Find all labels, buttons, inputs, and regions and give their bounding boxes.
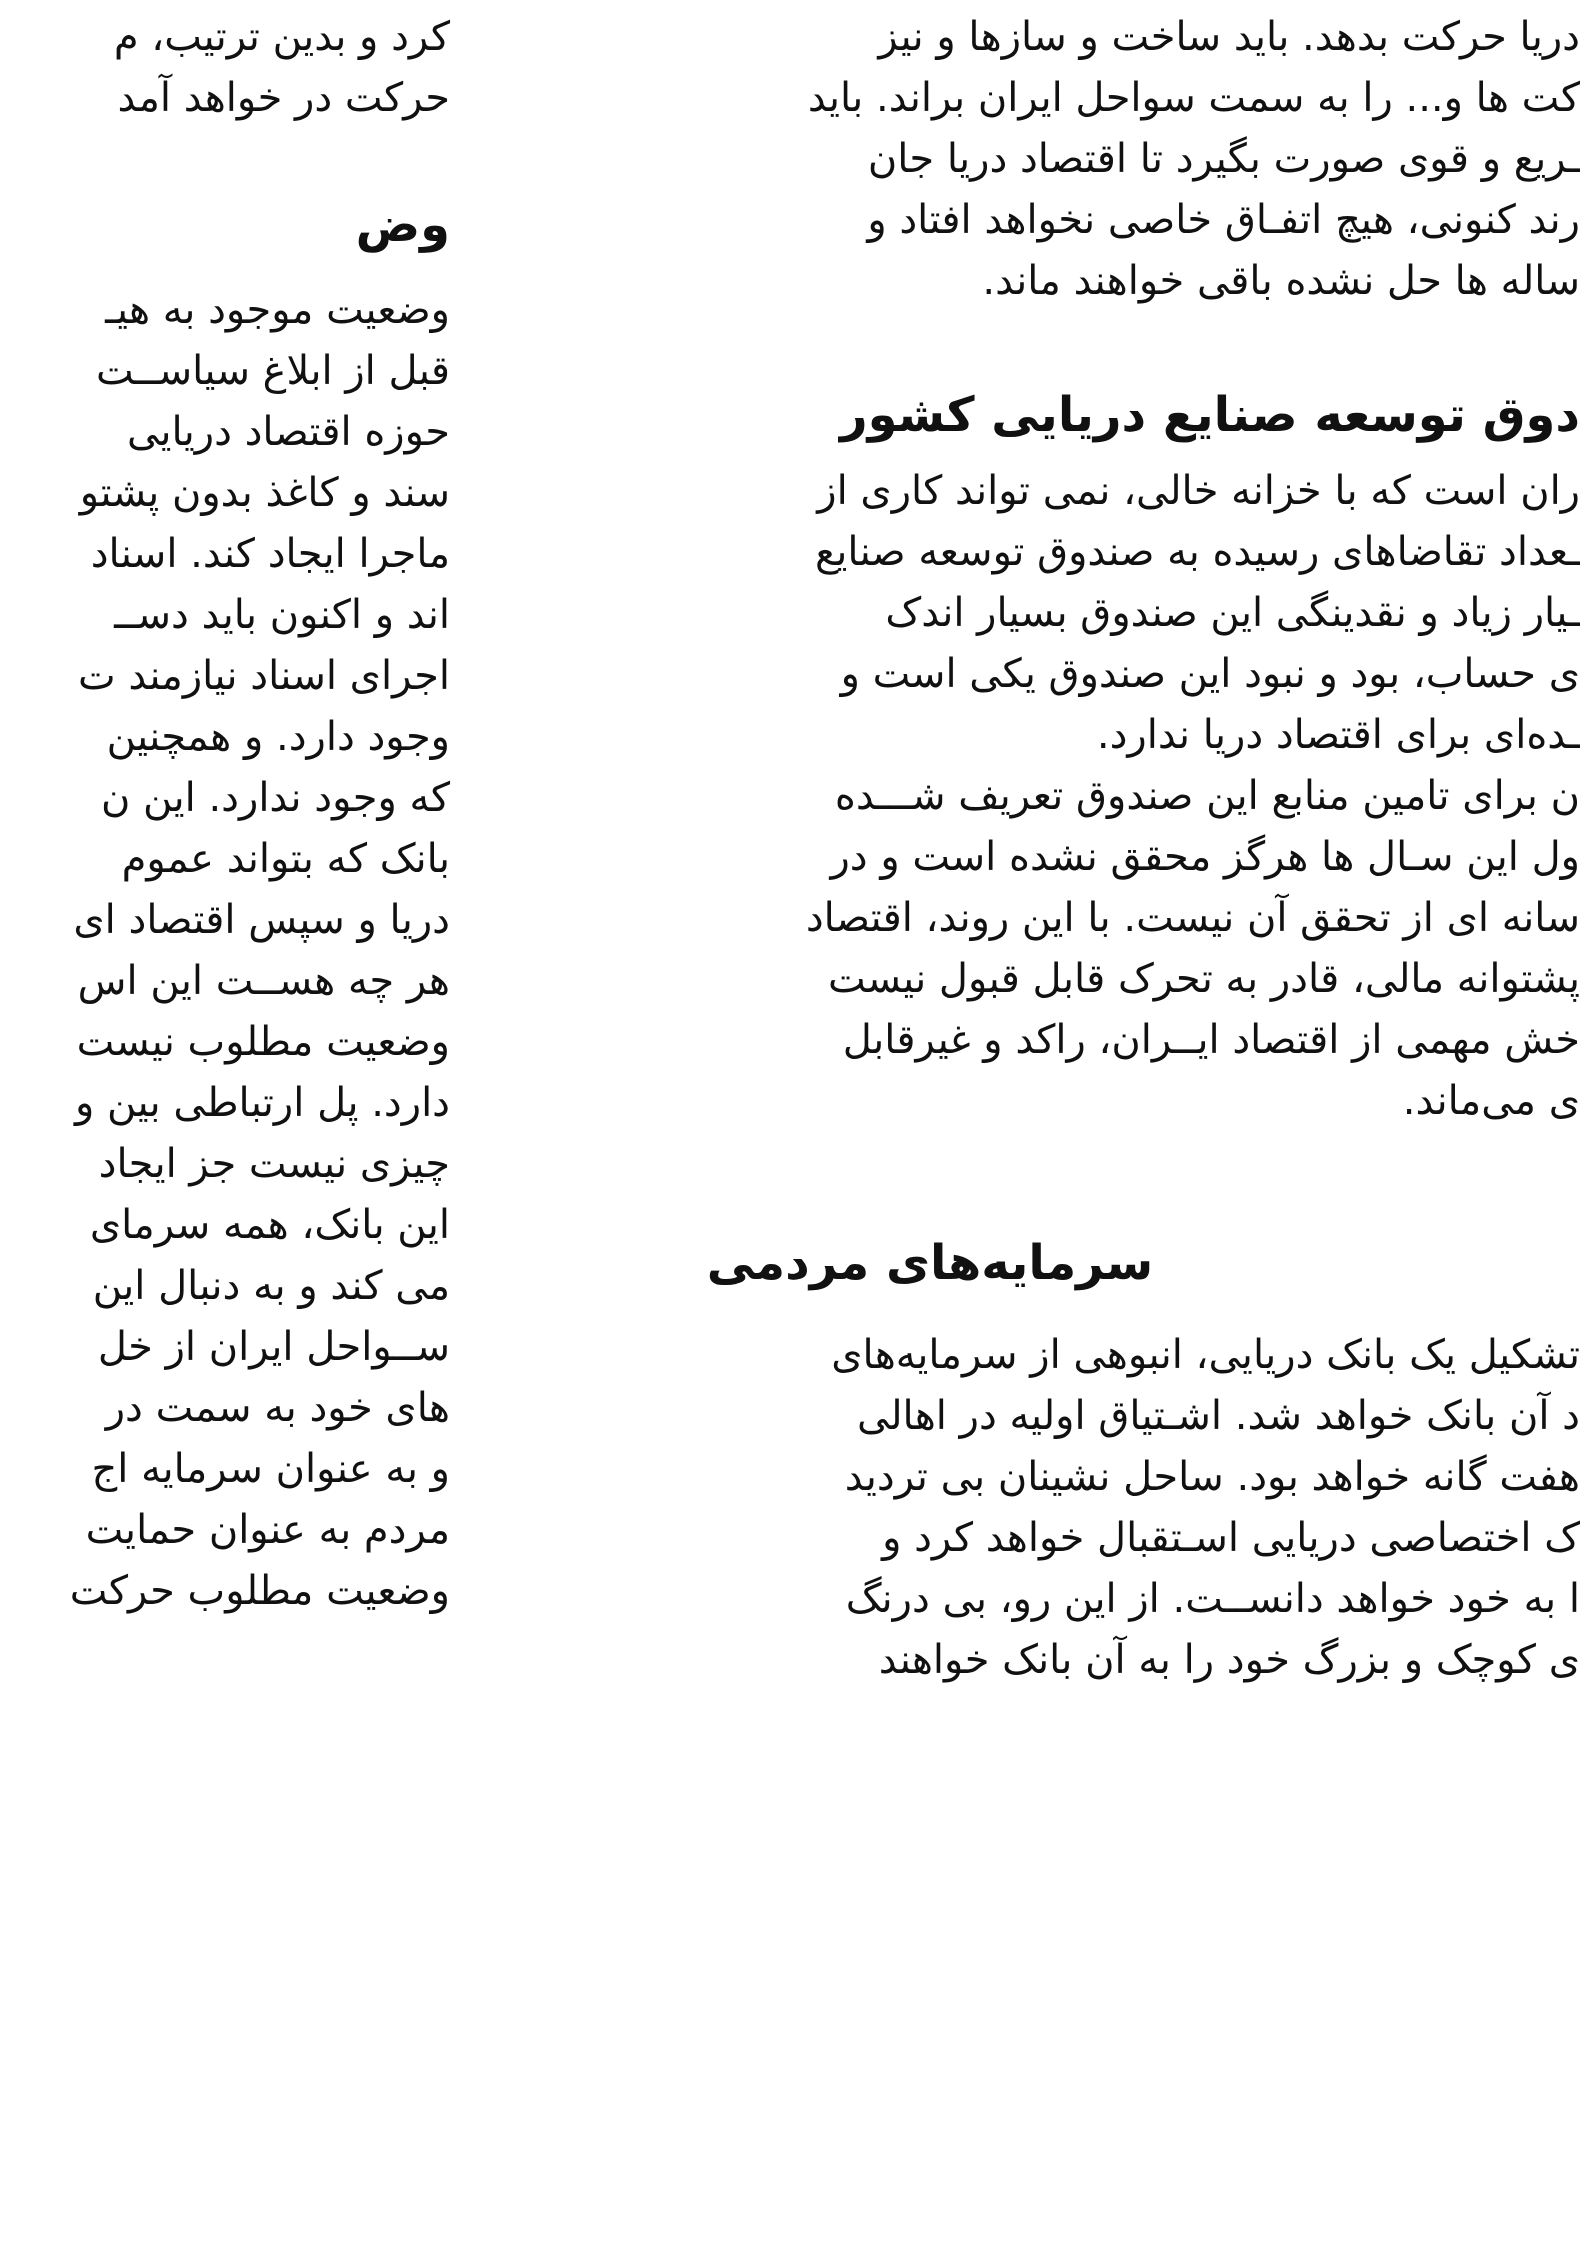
text-line: بانک که بتواند عموم (121, 836, 450, 882)
text-line: چیزی نیست جز ایجاد (98, 1141, 450, 1187)
text-line: د آن بانک خواهد شد. اشـتیاق اولیه در اهالی (857, 1393, 1580, 1439)
text-line: اند و اکنون باید دســ (114, 592, 450, 638)
text-line: که وجود ندارد. این ن (100, 775, 450, 821)
text-line: هر چه هســت این اس (77, 958, 450, 1004)
text-line: ا به خود خواهد دانســت. از این رو، بی درنگ (845, 1576, 1580, 1622)
text-line: هفت گانه خواهد بود. ساحل نشینان بی تردید (844, 1454, 1580, 1500)
text-line: ـیار زیاد و نقدینگی این صندوق بسیار اندک (885, 590, 1580, 636)
text-line: کت ها و... را به سمت سواحل ایران براند. باید (807, 75, 1580, 121)
text-line: حوزه اقتصاد دریایی (126, 409, 450, 455)
text-line: ی می‌ماند. (1402, 1078, 1580, 1124)
text-line: ول این سـال ها هرگز محقق نشده است و در (830, 834, 1580, 880)
text-line: ران است که با خزانه خالی، نمی تواند کاری از (817, 468, 1580, 514)
text-line: اجرای اسناد نیازمند ت (77, 653, 450, 699)
text-line: سانه ای از تحقق آن نیست. با این روند، اقتصاد (805, 895, 1580, 941)
text-line: وضعیت موجود به هیـ (105, 287, 450, 333)
text-line: ن برای تامین منابع این صندوق تعریف شـــده (834, 773, 1580, 819)
text-line: وجود دارد. و همچنین (106, 714, 450, 760)
text-line: تشکیل یک بانک دریایی، انبوهی از سرمایه‌های (831, 1332, 1580, 1378)
text-line: مردم به عنوان حمایت (85, 1507, 450, 1553)
left-column (0, 0, 450, 2265)
text-line: وضعیت مطلوب نیست (76, 1019, 450, 1065)
text-line: می کند و به دنبال این (92, 1263, 450, 1309)
text-line: دارد. پل ارتباطی بین و (74, 1080, 450, 1126)
text-line: ساله ها حل نشده باقی خواهند ماند. (982, 258, 1580, 304)
text-line: خش مهمی از اقتصاد ایــران، راکد و غیرقابل (842, 1017, 1580, 1063)
text-line: کرد و بدین ترتیب، م (113, 14, 450, 60)
text-line: دریا و سپس اقتصاد ای (73, 897, 450, 943)
text-line: ـده‌ای برای اقتصاد دریا ندارد. (1096, 712, 1580, 758)
text-line: ســواحل ایران از خل (97, 1324, 450, 1370)
text-line: ک اختصاصی دریایی اسـتقبال خواهد کرد و (882, 1515, 1580, 1561)
text-line: و به عنوان سرمایه اج (91, 1446, 450, 1492)
text-line: سند و کاغذ بدون پشتو (79, 470, 450, 516)
section-heading-marine-fund: دوق توسعه صنایع دریایی کشور (840, 387, 1580, 443)
text-line: رند کنونی، هیچ اتفـاق خاصی نخواهد افتاد و (867, 197, 1580, 243)
text-line: قبل از ابلاغ سیاســت (95, 348, 450, 394)
text-line: این بانک، همه سرمای (89, 1202, 450, 1248)
text-line: وضعیت مطلوب حرکت (69, 1568, 450, 1614)
right-column (550, 0, 1580, 2265)
text-line: دریا حرکت بدهد. باید ساخت و سازها و نیز (878, 14, 1580, 60)
section-heading-public-capital: سرمایه‌های مردمی (706, 1235, 1154, 1291)
text-line: ماجرا ایجاد کند. اسناد (90, 531, 450, 577)
text-line: ـریع و قوی صورت بگیرد تا اقتصاد دریا جان (867, 136, 1580, 182)
text-line: ی حساب، بود و نبود این صندوق یکی است و (840, 651, 1580, 697)
text-line: ی کوچک و بزرگ خود را به آن بانک خواهند (878, 1637, 1580, 1683)
text-line: پشتوانه مالی، قادر به تحرک قابل قبول نیست (828, 956, 1580, 1002)
text-line: ـعداد تقاضاهای رسیده به صندوق توسعه صنایع (814, 529, 1580, 575)
text-line: حرکت در خواهد آمد (117, 75, 450, 121)
section-heading-current-state: وض (355, 197, 450, 253)
text-line: های خود به سمت در (105, 1385, 450, 1431)
